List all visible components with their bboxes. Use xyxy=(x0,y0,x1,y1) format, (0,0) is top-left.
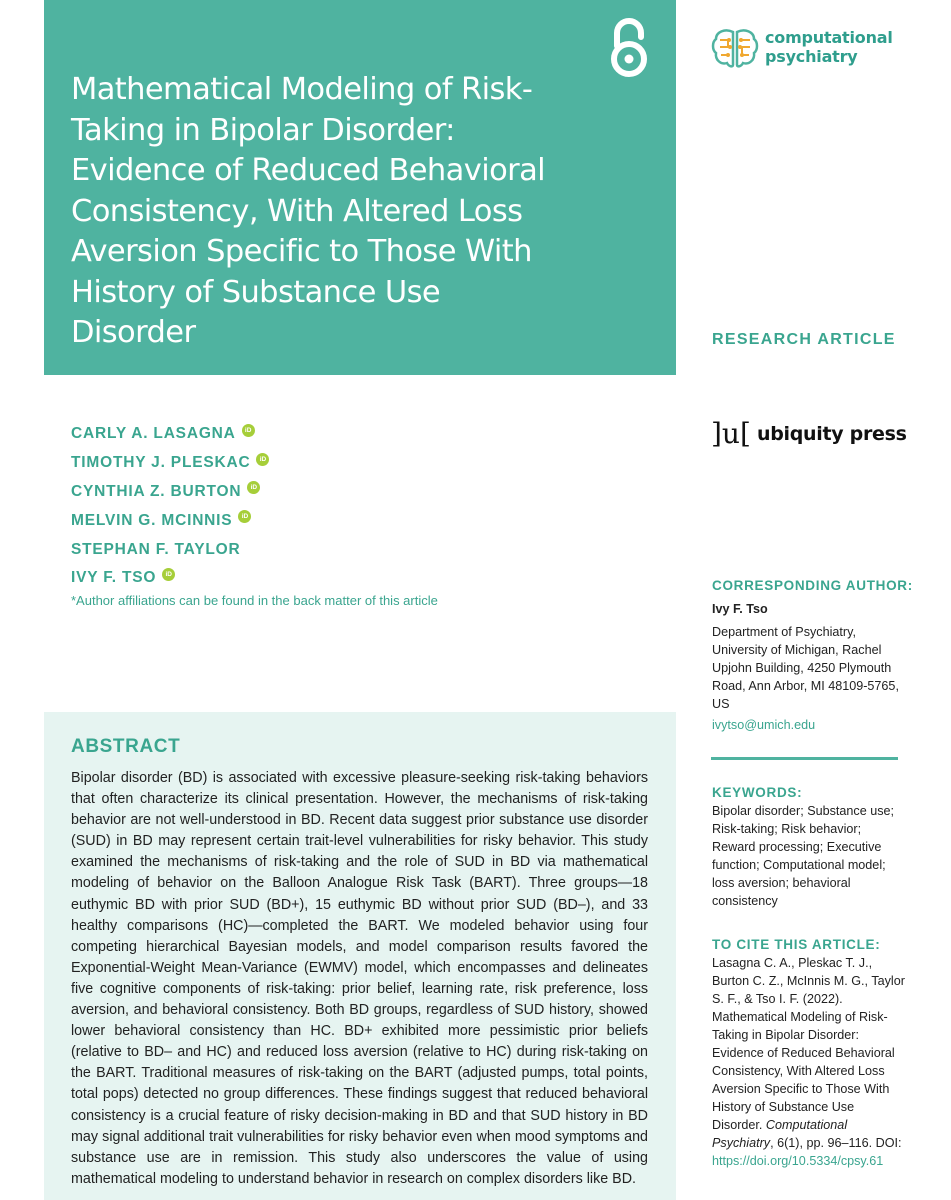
author-item[interactable] xyxy=(71,420,269,449)
citation-text xyxy=(712,954,907,1170)
citation-heading: TO CITE THIS ARTICLE: xyxy=(712,937,881,952)
orcid-icon[interactable]: iD xyxy=(238,510,251,523)
author-name: IVY F. TSO xyxy=(71,569,157,587)
abstract-heading: ABSTRACT xyxy=(71,736,181,757)
author-item[interactable] xyxy=(71,506,269,535)
author-item[interactable] xyxy=(71,535,269,564)
citation-journal: Computational Psychiatry xyxy=(712,1118,848,1150)
corresponding-author-heading: CORRESPONDING AUTHOR: xyxy=(712,578,913,593)
section-divider xyxy=(711,757,898,760)
author-name: MELVIN G. MCINNIS xyxy=(71,511,233,529)
citation-doi-label: DOI: xyxy=(875,1136,902,1150)
keywords-heading: KEYWORDS: xyxy=(712,785,803,800)
author-list xyxy=(71,420,269,593)
orcid-icon[interactable]: iD xyxy=(256,453,269,466)
citation-doi-link[interactable]: https://doi.org/10.5334/cpsy.61 xyxy=(712,1154,884,1168)
corresponding-author-email[interactable]: ivytso@umich.edu xyxy=(712,718,816,732)
journal-logo-text xyxy=(765,28,893,66)
author-name: CYNTHIA Z. BURTON xyxy=(71,482,242,500)
title-banner xyxy=(44,0,676,375)
publisher-logo[interactable] xyxy=(711,418,911,454)
corresponding-author-name: Ivy F. Tso xyxy=(712,602,768,616)
affiliation-note[interactable]: *Author affiliations can be found in the back matter of this article xyxy=(71,593,438,608)
orcid-icon[interactable]: iD xyxy=(162,568,175,581)
corresponding-author-address: Department of Psychiatry, University of Michigan, Rachel Upjohn Building, 4250 Plymouth Road, Ann Arbor, MI 48109-5765, US xyxy=(712,625,899,711)
open-access-icon xyxy=(607,14,651,80)
orcid-icon[interactable]: iD xyxy=(242,424,255,437)
journal-logo-line1: computational xyxy=(765,28,893,47)
brain-icon xyxy=(711,26,759,70)
article-title: Mathematical Modeling of Risk-Taking in Bipolar Disorder: Evidence of Reduced Behavioral Consistency, With Altered Loss Aversion Specific to Those With History of Substance Use Disorder xyxy=(71,72,546,350)
author-item[interactable] xyxy=(71,449,269,478)
author-name: STEPHAN F. TAYLOR xyxy=(71,540,241,558)
keywords-text: Bipolar disorder; Substance use; Risk-taking; Risk behavior; Reward processing; Executive function; Computational model; loss aversion; behavioral consistency xyxy=(712,804,895,908)
abstract-panel xyxy=(44,712,676,1200)
author-item[interactable] xyxy=(71,478,269,507)
publisher-mark: ]u[ xyxy=(711,417,751,450)
article-type: RESEARCH ARTICLE xyxy=(712,331,896,348)
author-name: TIMOTHY J. PLESKAC xyxy=(71,454,251,472)
journal-logo-line2: psychiatry xyxy=(765,47,858,66)
author-item[interactable] xyxy=(71,564,269,593)
author-name: CARLY A. LASAGNA xyxy=(71,425,236,443)
journal-logo[interactable] xyxy=(711,26,911,72)
citation-body: Lasagna C. A., Pleskac T. J., Burton C. Z., McInnis M. G., Taylor S. F., & Tso I. F. (2022). Mathematical Modeling of Risk-Taking in Bipolar Disorder: Evidence of Reduced Behavioral Consistency, With Altered Loss Aversion Specific to Those With History of Substance Use Disorder. xyxy=(712,956,905,1132)
abstract-text: Bipolar disorder (BD) is associated with excessive pleasure-seeking risk-taking behaviors that often characterize its clinical presentation. However, the mechanisms of risk-taking behavior are not well-understood in BD. Recent data suggest prior substance use disorder (SUD) in BD may represent certain trait-level vulnerabilities for risky behavior. This study examined the mechanisms of risk-taking and the role of SUD in BD via mathematical modeling of behavior on the Balloon Analogue Risk Task (BART). Three groups—18 euthymic BD with prior SUD (BD+), 15 euthymic BD without prior SUD (BD–), and 33 healthy comparisons (HC)—completed the BART. We modeled behavior using four competing hierarchical Bayesian models, and model comparison results favored the Exponential-Weight Mean-Variance (EWMV) model, which encompasses and delineates five cognitive components of risk-taking: prior belief, learning rate, risk preference, loss aversion, and behavioral consistency. Both BD groups, regardless of SUD history, showed lower behavioral consistency than HC. BD+ exhibited more pessimistic prior beliefs (relative to BD– and HC) and reduced loss aversion (relative to HC) during risk-taking on the BART. Traditional measures of risk-taking on the BART (adjusted pumps, total points, total pops) detected no group differences. These findings suggest that reduced behavioral consistency is a crucial feature of risky decision-making in BD and that SUD history in BD may signal additional trait vulnerabilities for risky behavior even when mood symptoms and substance use are in remission. This study also underscores the value of using mathematical modeling to understand behavior in research on complex disorders like BD. xyxy=(71,770,648,1187)
publisher-name: ubiquity press xyxy=(757,423,907,445)
citation-volume: , 6(1), pp. 96–116. xyxy=(770,1136,873,1150)
orcid-icon[interactable]: iD xyxy=(247,481,260,494)
